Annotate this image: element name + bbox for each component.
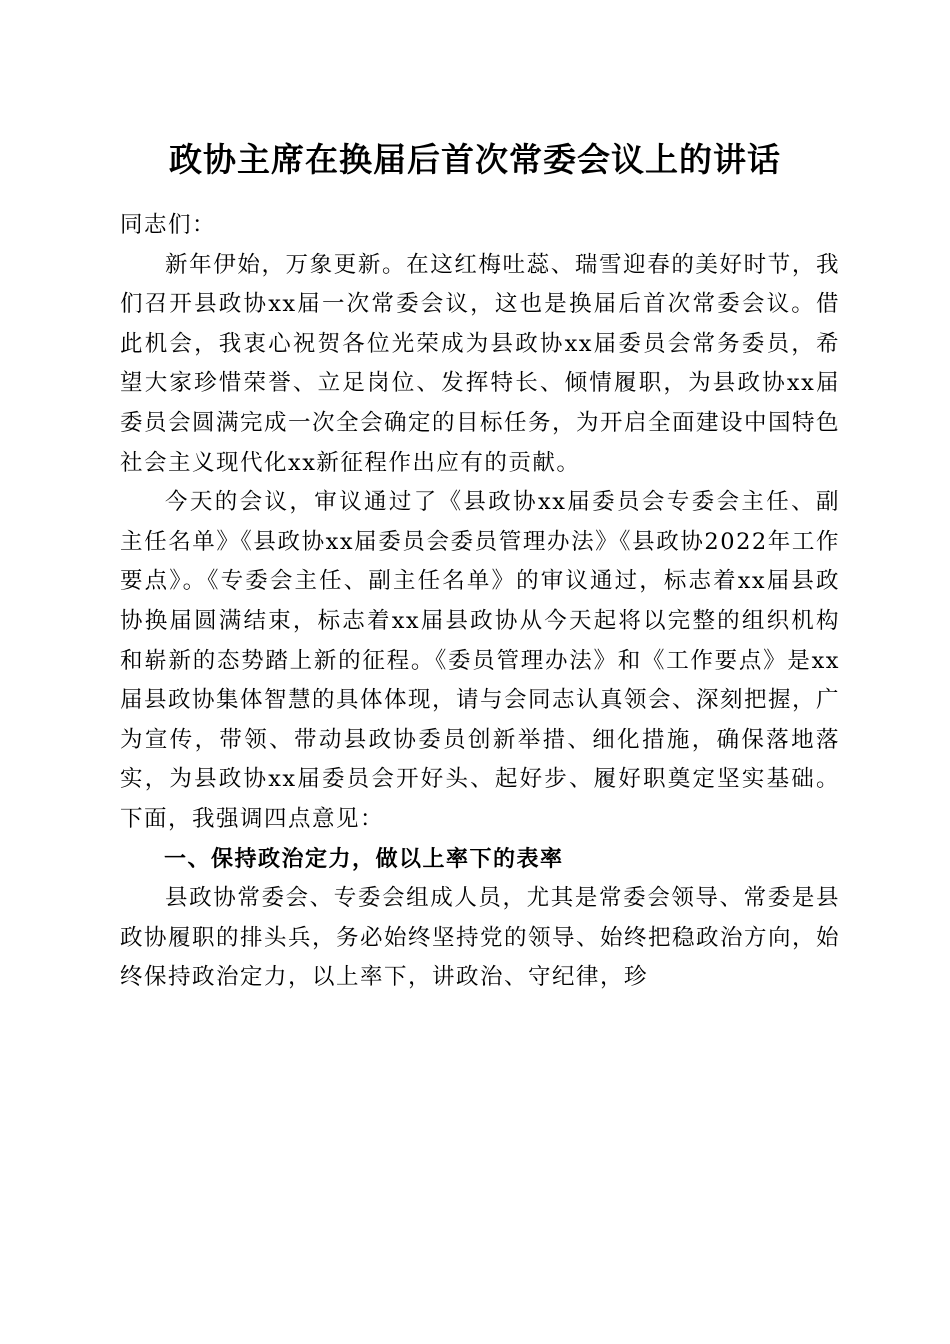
paragraph-opening: 新年伊始，万象更新。在这红梅吐蕊、瑞雪迎春的美好时节，我们召开县政协xx届一次常委会议，这也是换届后首次常委会议。借此机会，我衷心祝贺各位光荣成为县政协xx届委员会常务委员，希望大家珍惜荣誉、立足岗位、发挥特长、倾情履职，为县政协xx届委员会圆满完成一次全会确定的目标任务，为开启全面建设中国特色社会主义现代化xx新征程作出应有的贡献。 bbox=[120, 251, 841, 476]
salutation: 同志们： bbox=[120, 212, 217, 238]
document-body bbox=[120, 206, 840, 998]
paragraph-section-one: 县政协常委会、专委会组成人员，尤其是常委会领导、常委是县政协履职的排头兵，务必始终坚持党的领导、始终把稳政治方向，始终保持政治定力，以上率下，讲政治、守纪律，珍 bbox=[120, 885, 841, 991]
section-heading: 一、保持政治定力，做以上率下的表率 bbox=[164, 846, 564, 872]
paragraph-meeting-summary: 今天的会议，审议通过了《县政协xx届委员会专委会主任、副主任名单》《县政协xx届委员会委员管理办法》《县政协2022年工作要点》。《专委会主任、副主任名单》的审议通过，标志着xx届县政协换届圆满结束，标志着xx届县政协从今天起将以完整的组织机构和崭新的态势踏上新的征程。《委员管理办法》和《工作要点》是xx届县政协集体智慧的具体体现，请与会同志认真领会、深刻把握，广为宣传，带领、带动县政协委员创新举措、细化措施，确保落地落实，为县政协xx届委员会开好头、起好步、履好职奠定坚实基础。下面，我强调四点意见： bbox=[120, 489, 841, 832]
document-title: 政协主席在换届后首次常委会议上的讲话 bbox=[169, 140, 781, 179]
